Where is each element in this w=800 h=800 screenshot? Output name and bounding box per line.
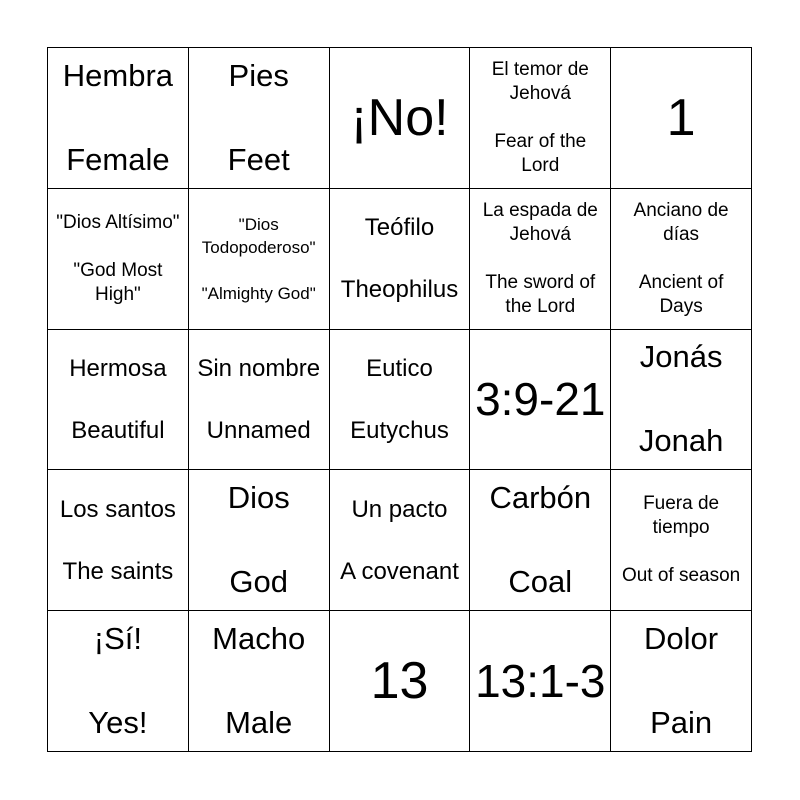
bingo-cell[interactable]: 1 (611, 48, 752, 189)
bingo-cell[interactable]: Carbón Coal (470, 470, 611, 611)
bingo-cell[interactable]: ¡Sí! Yes! (48, 611, 189, 752)
bingo-cell[interactable]: Anciano de días Ancient of Days (611, 189, 752, 330)
bingo-cell[interactable]: Sin nombre Unnamed (189, 330, 330, 471)
bingo-cell[interactable]: Teófilo Theophilus (330, 189, 471, 330)
bingo-cell[interactable]: El temor de Jehová Fear of the Lord (470, 48, 611, 189)
bingo-cell[interactable]: Pies Feet (189, 48, 330, 189)
bingo-cell[interactable]: Los santos The saints (48, 470, 189, 611)
bingo-cell[interactable]: "Dios Altísimo" "God Most High" (48, 189, 189, 330)
bingo-cell[interactable]: "Dios Todopoderoso" "Almighty God" (189, 189, 330, 330)
bingo-cell[interactable]: 13:1-3 (470, 611, 611, 752)
bingo-cell[interactable]: La espada de Jehová The sword of the Lord (470, 189, 611, 330)
bingo-board (47, 47, 752, 752)
bingo-cell[interactable]: Hermosa Beautiful (48, 330, 189, 471)
bingo-cell[interactable]: Un pacto A covenant (330, 470, 471, 611)
bingo-cell[interactable]: 3:9-21 (470, 330, 611, 471)
bingo-cell[interactable]: Macho Male (189, 611, 330, 752)
bingo-cell[interactable]: Fuera de tiempo Out of season (611, 470, 752, 611)
bingo-cell[interactable]: 13 (330, 611, 471, 752)
bingo-cell[interactable]: Hembra Female (48, 48, 189, 189)
bingo-cell[interactable]: Dolor Pain (611, 611, 752, 752)
bingo-cell[interactable]: Jonás Jonah (611, 330, 752, 471)
bingo-cell[interactable]: ¡No! (330, 48, 471, 189)
bingo-cell[interactable]: Dios God (189, 470, 330, 611)
bingo-cell[interactable]: Eutico Eutychus (330, 330, 471, 471)
